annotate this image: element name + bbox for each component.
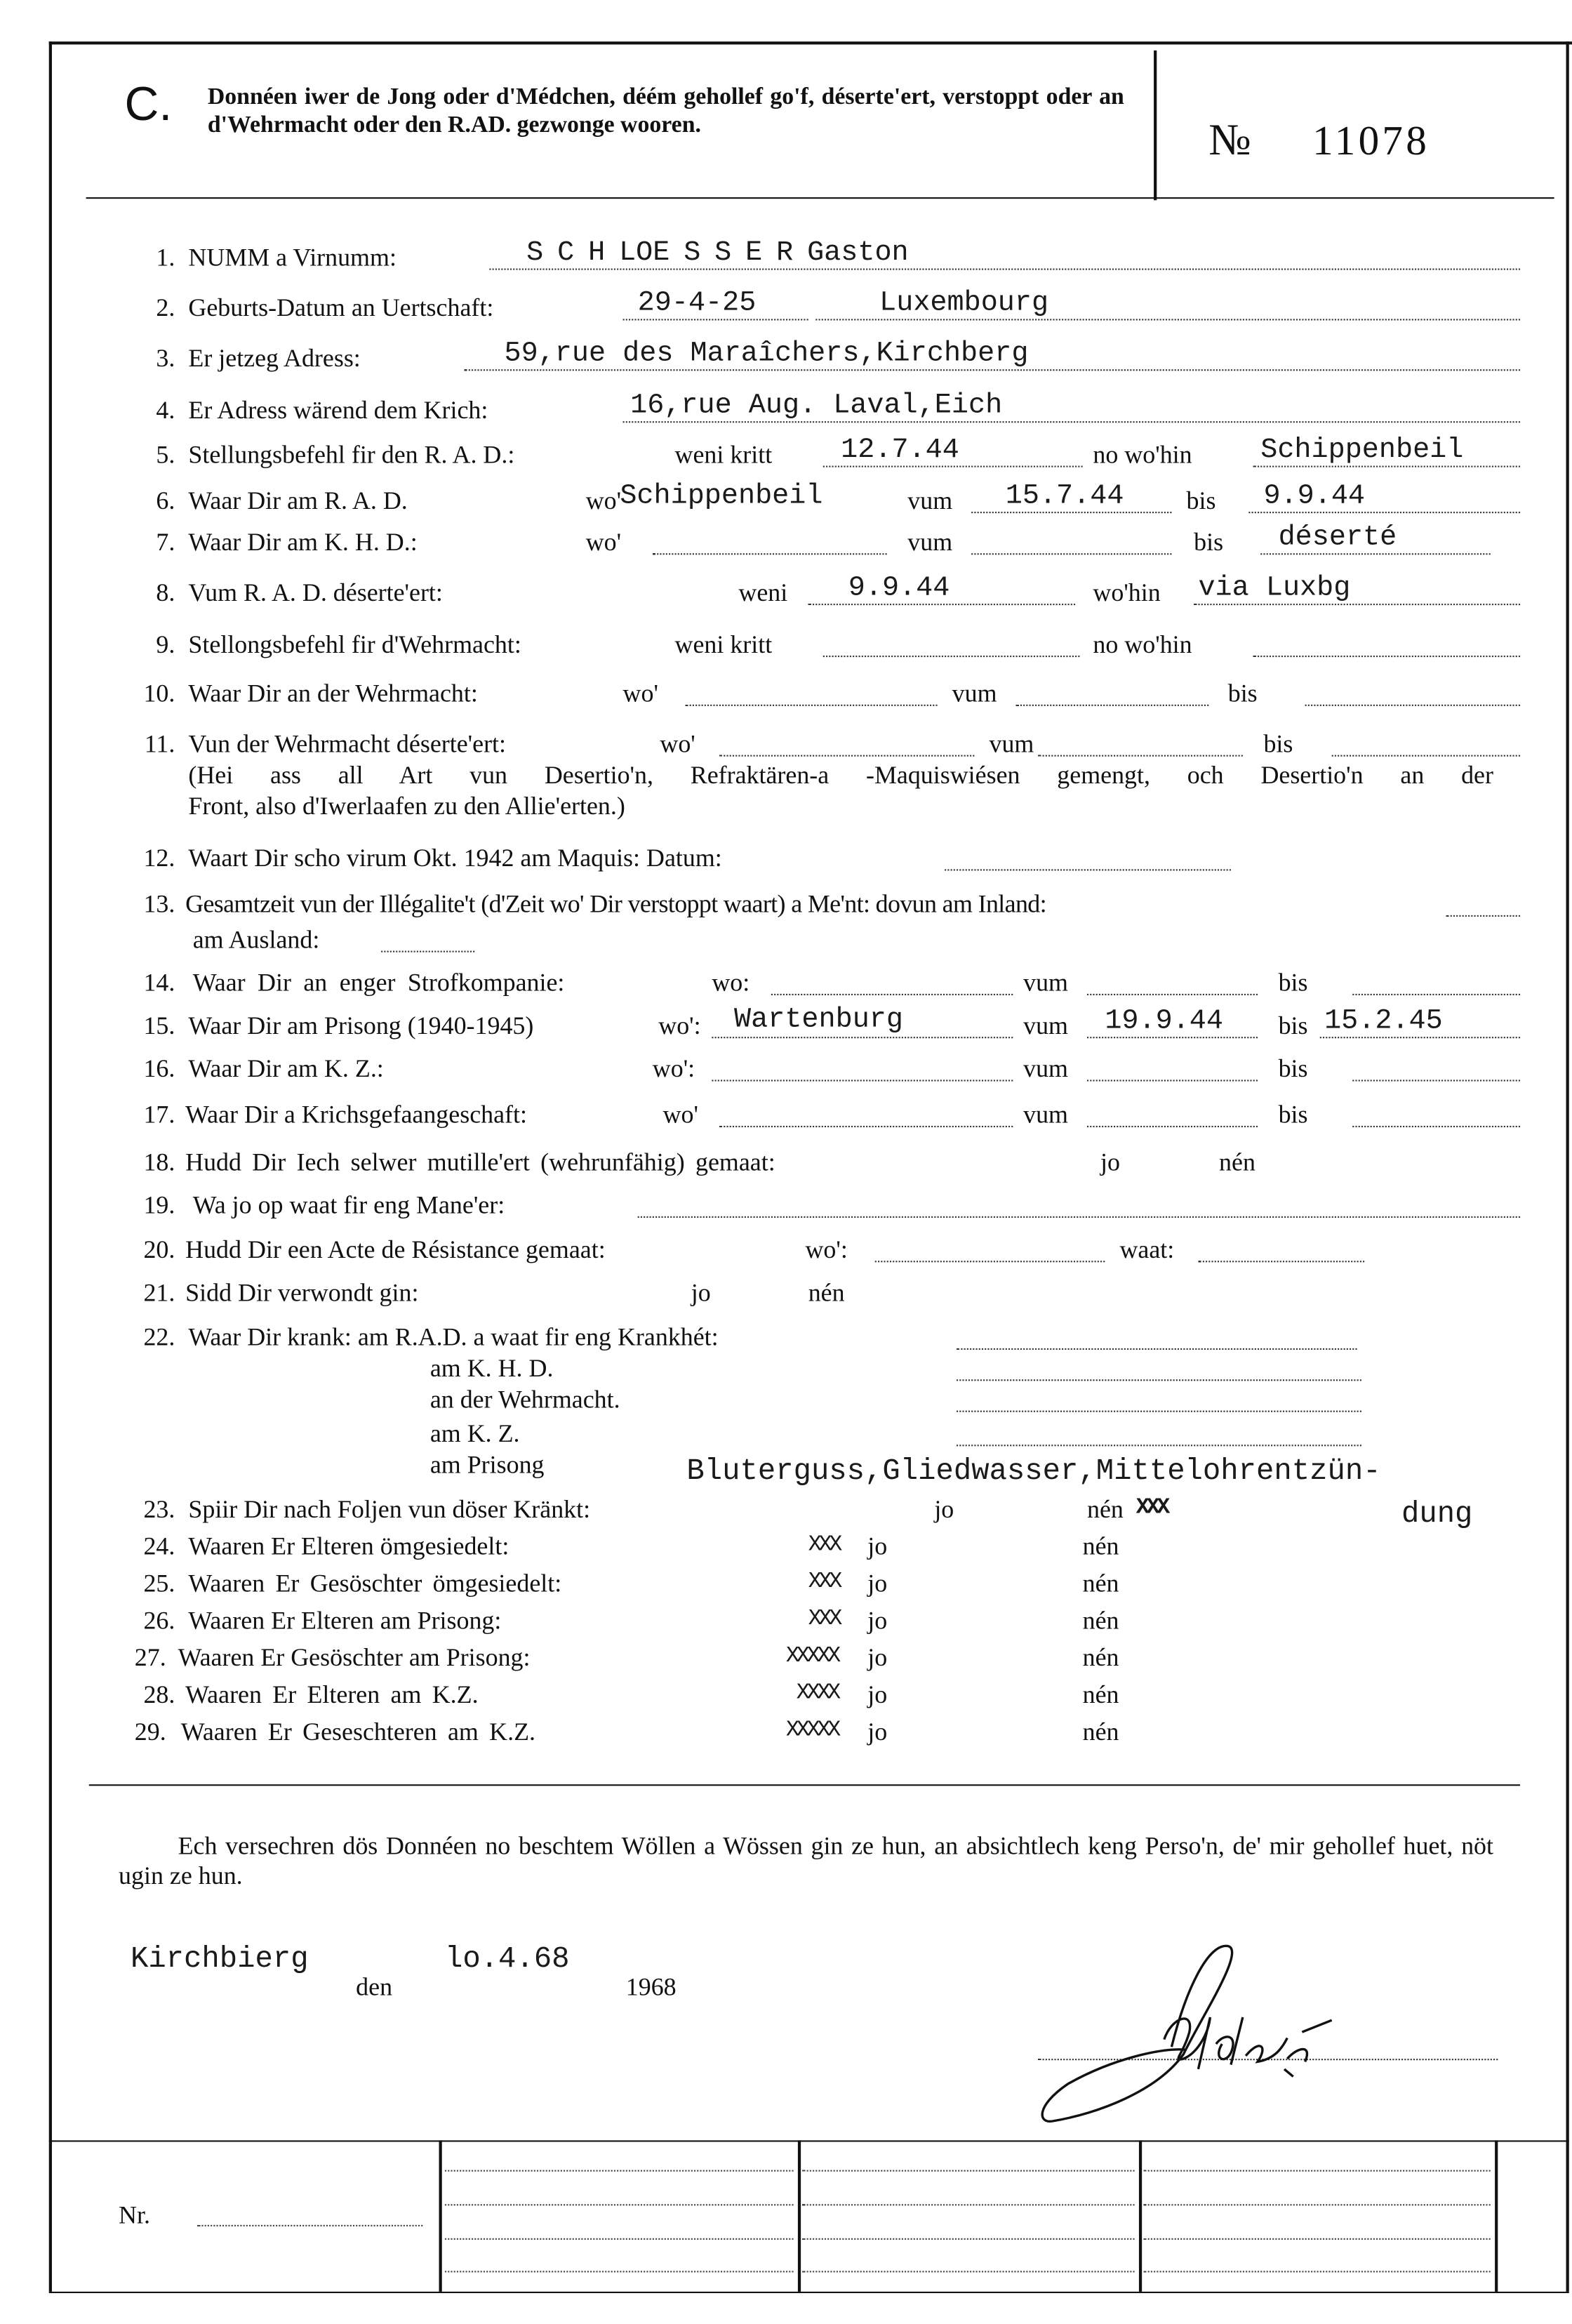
row-20 [0, 1233, 1572, 1268]
row-number: 20. [143, 1235, 175, 1264]
row-label: Waar Dir an der Wehrmacht: [188, 679, 478, 708]
row-number: 23. [143, 1495, 175, 1524]
rad-from-value: 15.7.44 [1005, 479, 1124, 512]
desertion-note-line2: Front, also d'Iwerlaafen zu den Allie'erten.) [188, 792, 625, 821]
row-number: 14. [143, 968, 175, 997]
row-number: 9. [156, 630, 175, 659]
row-number: 29. [134, 1718, 166, 1746]
row-number: 16. [143, 1054, 175, 1083]
row-14 [0, 966, 1572, 1002]
signing-place: Kirchbierg [130, 1943, 309, 1977]
row-16 [0, 1051, 1572, 1087]
wehrmacht-to-field[interactable] [1305, 705, 1520, 706]
where-label: wo': [658, 1011, 701, 1040]
where-to-label: no wo'hin [1093, 440, 1192, 469]
illness-khd-field[interactable] [957, 1379, 1361, 1381]
to-label: bis [1227, 679, 1258, 708]
row-label: Waart Dir scho virum Okt. 1942 am Maquis: Datum: [188, 844, 722, 872]
row-number: 12. [143, 844, 175, 872]
yes-option[interactable]: jo [867, 1569, 888, 1598]
row-13 [0, 887, 1572, 923]
from-label: vum [1023, 968, 1068, 997]
row-9 [0, 628, 1572, 663]
table-divider [1139, 2140, 1141, 2292]
where-label: wo' [622, 679, 658, 708]
prison-from-field[interactable] [1087, 1037, 1258, 1038]
prison-where-value: Wartenburg [734, 1002, 904, 1036]
table-divider [439, 2140, 441, 2292]
row-number: 2. [156, 293, 175, 322]
row-number: 7. [156, 528, 175, 557]
pow-where-field[interactable] [719, 1126, 1013, 1127]
yes-option[interactable]: jo [1100, 1148, 1120, 1176]
yes-strikeout: XXXXX [785, 1643, 838, 1669]
row-number: 10. [143, 679, 175, 708]
yes-strikeout: XXX [808, 1606, 840, 1632]
row-12 [0, 841, 1572, 877]
to-label: bis [1278, 1054, 1308, 1083]
row-label: Hudd Dir een Acte de Résistance gemaat: [185, 1235, 606, 1264]
row-label: Waar Dir krank: am R.A.D. a waat fir eng Krankhét: [188, 1322, 719, 1352]
row-label: Stellungsbefehl fir den R. A. D.: [188, 440, 515, 469]
header-rule [86, 197, 1554, 199]
sub-label: am K. Z. [429, 1419, 520, 1448]
row-26 [0, 1603, 1572, 1639]
row-label: Waaren Er Elteren am K.Z. [185, 1680, 479, 1709]
row-label: Waaren Er Elteren ömgesiedelt: [188, 1532, 509, 1561]
no-option[interactable]: nén [1082, 1643, 1119, 1672]
row-label: Wa jo op waat fir eng Mane'er: [192, 1190, 505, 1220]
row-number: 3. [156, 344, 175, 373]
row-18 [0, 1145, 1572, 1181]
to-label: bis [1263, 729, 1293, 758]
row-label: Stellongsbefehl fir d'Wehrmacht: [188, 630, 521, 659]
yes-option[interactable]: jo [867, 1643, 888, 1672]
row-10 [0, 677, 1572, 712]
pow-from-field[interactable] [1087, 1126, 1258, 1127]
row-4 [0, 388, 1572, 429]
row-label: Er jetzeg Adress: [188, 344, 361, 373]
row-24 [0, 1529, 1572, 1565]
where-label: wo' [660, 729, 695, 758]
sub-label: am Prisong [429, 1450, 545, 1479]
row-8 [0, 571, 1572, 611]
signing-date: lo.4.68 [444, 1943, 570, 1977]
row-label: Vun der Wehrmacht déserte'ert: [188, 729, 506, 758]
row-number: 28. [143, 1680, 175, 1709]
row-number: 18. [143, 1148, 175, 1176]
header-divider [1154, 51, 1156, 200]
row-label: Gesamtzeit vun der Illégalite't (d'Zeit wo' Dir verstoppt waart) a Me'nt: dovun am Inland: [185, 889, 1046, 919]
no-option[interactable]: nén [1082, 1569, 1119, 1598]
row-number: 1. [156, 243, 175, 272]
table-divider [1495, 2140, 1497, 2292]
penal-to-field[interactable] [1352, 994, 1520, 995]
row-number: 22. [143, 1322, 175, 1352]
current-address-field[interactable] [464, 369, 1520, 371]
where-to-label: no wo'hin [1093, 630, 1192, 659]
desertion-date-value: 9.9.44 [848, 571, 950, 604]
row-number: 11. [144, 729, 175, 758]
rad-order-date-value: 12.7.44 [841, 433, 959, 466]
row-number: 6. [156, 486, 175, 515]
from-label: vum [952, 679, 997, 708]
rad-from-field[interactable] [971, 512, 1171, 513]
wehrmacht-from-field[interactable] [1016, 705, 1209, 706]
row-label: am Ausland: [192, 925, 320, 954]
desertion-destination-field[interactable] [1194, 604, 1520, 605]
rad-destination-value: Schippenbeil [1260, 433, 1464, 466]
number-sign: № [1208, 115, 1251, 165]
illness-rad-field[interactable] [957, 1348, 1357, 1350]
no-strikeout: XXX [1135, 1495, 1168, 1521]
row-label: Waar Dir am Prisong (1940-1945) [188, 1011, 534, 1040]
row-7 [0, 525, 1572, 561]
wehrmacht-destination-field[interactable] [1253, 656, 1520, 657]
illness-wehrmacht-field[interactable] [957, 1411, 1361, 1412]
table-cell-lines[interactable] [445, 2170, 794, 2273]
nr-label: Nr. [119, 2200, 150, 2230]
to-label: bis [1278, 968, 1308, 997]
war-address-value: 16,rue Aug. Laval,Eich [630, 388, 1003, 422]
khd-from-field[interactable] [971, 553, 1171, 555]
row-label: Waar Dir am R. A. D. [188, 486, 408, 515]
maquis-date-field[interactable] [945, 869, 1231, 870]
row-label: Waaren Er Geseschteren am K.Z. [180, 1718, 536, 1746]
yes-option[interactable]: jo [867, 1680, 888, 1709]
kz-from-field[interactable] [1087, 1080, 1258, 1081]
table-cell-lines[interactable] [1143, 2170, 1490, 2273]
to-label: bis [1194, 528, 1224, 557]
deserted-note: déserté [1278, 520, 1397, 554]
rad-to-field[interactable] [1248, 512, 1520, 513]
birth-place-value: Luxembourg [879, 286, 1049, 319]
resistance-what-field[interactable] [1198, 1261, 1364, 1262]
no-option[interactable]: nén [1086, 1495, 1124, 1524]
row-1 [0, 235, 1572, 276]
when-label: weni [738, 578, 788, 607]
row-6 [0, 479, 1572, 519]
row-label: Waar Dir am K. Z.: [188, 1054, 384, 1083]
prison-to-field[interactable] [1320, 1037, 1520, 1038]
nr-field[interactable] [197, 2225, 422, 2226]
yes-strikeout: XXX [808, 1569, 840, 1595]
illness-prison-value-continued: dung [1401, 1498, 1473, 1532]
row-21 [0, 1275, 1572, 1311]
no-option[interactable]: nén [1082, 1532, 1119, 1561]
row-25 [0, 1567, 1572, 1602]
rad-destination-field[interactable] [1253, 466, 1520, 467]
from-label: vum [1023, 1054, 1068, 1083]
khd-where-field[interactable] [653, 553, 887, 555]
resistance-where-field[interactable] [875, 1261, 1105, 1262]
where-to-label: wo'hin [1093, 578, 1161, 607]
where-label: wo' [585, 528, 622, 557]
abroad-duration-field[interactable] [381, 951, 474, 952]
pow-to-field[interactable] [1352, 1126, 1520, 1127]
row-22-wehrmacht [0, 1383, 1572, 1419]
inland-duration-field[interactable] [1446, 915, 1520, 917]
row-23 [0, 1492, 1572, 1528]
section-letter: C. [124, 77, 173, 131]
row-label: Waar Dir a Krichsgefaangeschaft: [185, 1100, 527, 1129]
desertion-destination-value: via Luxbg [1198, 571, 1351, 604]
yes-option[interactable]: jo [867, 1718, 888, 1746]
row-number: 21. [143, 1278, 175, 1307]
sub-label: an der Wehrmacht. [429, 1385, 620, 1414]
row-number: 5. [156, 440, 175, 469]
row-number: 25. [143, 1569, 175, 1598]
yes-strikeout: XXXX [796, 1680, 838, 1706]
yes-option[interactable]: jo [867, 1532, 888, 1561]
prison-where-field[interactable] [712, 1037, 1013, 1038]
row-15 [0, 1002, 1572, 1044]
from-label: vum [1023, 1100, 1068, 1129]
what-label: waat: [1119, 1235, 1175, 1264]
row-22 [0, 1320, 1572, 1356]
where-label: wo': [652, 1054, 695, 1083]
row-label: NUMM a Virnumm: [188, 243, 397, 272]
table-divider [798, 2140, 800, 2292]
when-label: weni kritt [674, 630, 773, 659]
where-label: wo: [712, 968, 750, 997]
row-label: Waaren Er Elteren am Prisong: [188, 1606, 502, 1635]
no-option[interactable]: nén [1082, 1680, 1119, 1709]
where-label: wo' [662, 1100, 698, 1129]
birth-place-field[interactable] [815, 319, 1520, 320]
wm-desertion-to-field[interactable] [1332, 755, 1520, 757]
row-27 [0, 1640, 1572, 1676]
row-label: Vum R. A. D. déserte'ert: [188, 578, 443, 607]
rad-where-value: Schippenbeil [620, 479, 823, 512]
row-label: Er Adress wärend dem Krich: [188, 396, 488, 425]
yes-strikeout: XXX [808, 1532, 840, 1558]
row-number: 19. [143, 1190, 175, 1220]
desertion-date-field[interactable] [808, 604, 1075, 605]
row-number: 24. [143, 1532, 175, 1561]
row-label: Waar Dir am K. H. D.: [188, 528, 418, 557]
section-divider [89, 1784, 1520, 1786]
penal-where-field[interactable] [771, 994, 1013, 995]
row-11 [0, 726, 1572, 762]
row-label: Waar Dir an enger Strofkompanie: [192, 968, 565, 997]
form-number: 11078 [1312, 119, 1430, 165]
row-17 [0, 1098, 1572, 1134]
row-2 [0, 286, 1572, 326]
table-top-rule [49, 2140, 1569, 2142]
from-label: vum [989, 729, 1034, 758]
current-address-value: 59,rue des Maraîchers,Kirchberg [504, 336, 1029, 370]
row-number: 27. [134, 1643, 166, 1672]
no-option[interactable]: nén [1082, 1718, 1119, 1746]
no-option[interactable]: nén [1082, 1606, 1119, 1635]
yes-option[interactable]: jo [691, 1278, 711, 1307]
khd-to-field[interactable] [1260, 553, 1491, 555]
row-number: 4. [156, 396, 175, 425]
prison-to-value: 15.2.45 [1324, 1004, 1443, 1037]
den-label: den [356, 1972, 393, 2001]
when-label: weni kritt [674, 440, 773, 469]
where-label: wo' [585, 486, 622, 515]
signature [1023, 1928, 1364, 2128]
from-label: vum [907, 486, 953, 515]
yes-strikeout: XXXXX [785, 1718, 838, 1744]
illness-kz-field[interactable] [957, 1445, 1361, 1446]
row-label: Waaren Er Gesöschter am Prisong: [178, 1643, 531, 1672]
row-number: 17. [143, 1100, 175, 1129]
name-field[interactable] [489, 268, 1520, 270]
row-13-continued [0, 922, 1572, 958]
birth-date-value: 29-4-25 [637, 286, 757, 319]
birth-date-field[interactable] [623, 319, 808, 320]
no-option[interactable]: nén [808, 1278, 845, 1307]
prison-from-value: 19.9.44 [1105, 1004, 1224, 1037]
no-option[interactable]: nén [1219, 1148, 1255, 1176]
header-title: Donnéen iwer de Jong oder d'Médchen, déém gehollef go'f, déserte'ert, verstoppt oder an d'Wehrmacht oder den R.AD. gezwonge wooren. [207, 84, 1124, 138]
rad-order-date-field[interactable] [823, 466, 1083, 467]
row-22-kz [0, 1416, 1572, 1452]
yes-option[interactable]: jo [867, 1606, 888, 1635]
sub-label: am K. H. D. [429, 1354, 554, 1383]
kz-to-field[interactable] [1352, 1080, 1520, 1081]
row-label: Spiir Dir nach Foljen vun döser Kränkt: [188, 1495, 591, 1524]
rad-to-value: 9.9.44 [1263, 479, 1366, 512]
war-address-field[interactable] [623, 421, 1520, 423]
row-number: 13. [143, 889, 175, 919]
illness-prison-value: Bluterguss,Gliedwasser,Mittelohrentzün- [686, 1455, 1381, 1489]
kz-where-field[interactable] [712, 1080, 1013, 1081]
row-28 [0, 1678, 1572, 1713]
row-number: 15. [143, 1011, 175, 1040]
to-label: bis [1278, 1011, 1308, 1040]
row-label: Waaren Er Gesöschter ömgesiedelt: [188, 1569, 562, 1598]
from-label: vum [1023, 1011, 1068, 1040]
to-label: bis [1186, 486, 1216, 515]
declaration-text: Ech versechren dös Donnéen no beschtem Wöllen a Wössen gin ze hun, an absichtlech keng Perso'n, de' mir gehollef huet, nöt ugin ze hun. [119, 1831, 1493, 1890]
year-label: 1968 [625, 1972, 677, 2001]
row-label: Geburts-Datum an Uertschaft: [188, 293, 494, 322]
penal-from-field[interactable] [1087, 994, 1258, 995]
desertion-note-line1: (Hei ass all Art vun Desertio'n, Refraktären-a -Maquiswiésen gemengt, och Desertio'n an der [188, 761, 1493, 790]
row-29 [0, 1715, 1572, 1751]
name-value: S C H LOE S S E R Gaston [526, 235, 909, 269]
manner-field[interactable] [638, 1216, 1520, 1218]
row-19 [0, 1188, 1572, 1224]
frame-top [49, 41, 1572, 44]
row-5 [0, 433, 1572, 473]
where-label: wo': [805, 1235, 848, 1264]
to-label: bis [1278, 1100, 1308, 1129]
row-number: 26. [143, 1606, 175, 1635]
row-label: Sidd Dir verwondt gin: [185, 1278, 419, 1307]
wehrmacht-order-date-field[interactable] [823, 656, 1080, 657]
row-label: Hudd Dir Iech selwer mutille'ert (wehrunfähig) gemaat: [185, 1148, 775, 1176]
wm-desertion-from-field[interactable] [1038, 755, 1243, 757]
from-label: vum [907, 528, 953, 557]
wehrmacht-where-field[interactable] [685, 705, 937, 706]
table-cell-lines[interactable] [802, 2170, 1134, 2273]
yes-option[interactable]: jo [934, 1495, 954, 1524]
row-3 [0, 336, 1572, 377]
row-22-khd [0, 1351, 1572, 1387]
wm-desertion-where-field[interactable] [719, 755, 974, 757]
row-number: 8. [156, 578, 175, 607]
